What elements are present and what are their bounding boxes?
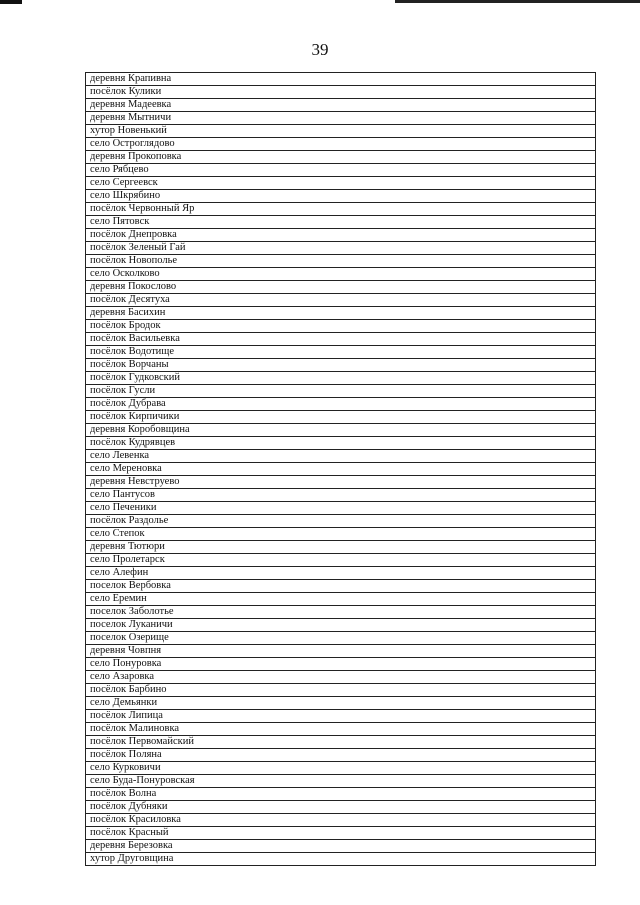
scan-mark: [395, 0, 640, 3]
table-row: [86, 294, 596, 307]
settlement-table-body: [86, 73, 596, 866]
table-row: [86, 476, 596, 489]
table-row: [86, 138, 596, 151]
settlement-name-cell: поселок Вербовка: [86, 580, 596, 593]
settlement-name-cell: деревня Покослово: [86, 281, 596, 294]
table-row: [86, 86, 596, 99]
settlement-name-cell: село Шкрябино: [86, 190, 596, 203]
settlement-name-cell: посёлок Дубняки: [86, 801, 596, 814]
table-row: [86, 463, 596, 476]
settlement-name-cell: посёлок Новополье: [86, 255, 596, 268]
table-row: [86, 372, 596, 385]
table-row: [86, 606, 596, 619]
table-row: [86, 528, 596, 541]
table-row: [86, 684, 596, 697]
table-row: [86, 99, 596, 112]
table-row: [86, 723, 596, 736]
table-row: [86, 814, 596, 827]
settlement-name-cell: посёлок Волна: [86, 788, 596, 801]
settlement-name-cell: поселок Луканичи: [86, 619, 596, 632]
table-row: [86, 697, 596, 710]
settlement-name-cell: посёлок Дубрава: [86, 398, 596, 411]
table-row: [86, 580, 596, 593]
settlement-name-cell: село Остроглядово: [86, 138, 596, 151]
table-row: [86, 177, 596, 190]
table-row: [86, 658, 596, 671]
settlement-name-cell: посёлок Красный: [86, 827, 596, 840]
table-row: [86, 489, 596, 502]
settlement-name-cell: посёлок Гудковский: [86, 372, 596, 385]
settlement-name-cell: деревня Мадеевка: [86, 99, 596, 112]
settlement-name-cell: село Сергеевск: [86, 177, 596, 190]
table-row: [86, 385, 596, 398]
table-row: [86, 216, 596, 229]
settlement-name-cell: село Левенка: [86, 450, 596, 463]
table-row: [86, 203, 596, 216]
settlement-name-cell: село Мереновка: [86, 463, 596, 476]
settlement-name-cell: поселок Озерище: [86, 632, 596, 645]
table-row: [86, 554, 596, 567]
settlement-name-cell: посёлок Гусли: [86, 385, 596, 398]
settlement-name-cell: посёлок Поляна: [86, 749, 596, 762]
table-row: [86, 827, 596, 840]
table-row: [86, 151, 596, 164]
settlement-name-cell: посёлок Малиновка: [86, 723, 596, 736]
settlement-name-cell: деревня Невструево: [86, 476, 596, 489]
settlement-name-cell: село Буда-Понуровская: [86, 775, 596, 788]
settlement-name-cell: деревня Мытничи: [86, 112, 596, 125]
table-row: [86, 333, 596, 346]
settlement-name-cell: деревня Човпня: [86, 645, 596, 658]
table-row: [86, 853, 596, 866]
table-row: [86, 515, 596, 528]
table-row: [86, 567, 596, 580]
table-row: [86, 710, 596, 723]
settlement-name-cell: село Курковичи: [86, 762, 596, 775]
settlement-name-cell: село Пантусов: [86, 489, 596, 502]
table-row: [86, 424, 596, 437]
page-number: 39: [311, 40, 329, 59]
table-row: [86, 801, 596, 814]
table-row: [86, 229, 596, 242]
settlement-name-cell: посёлок Липица: [86, 710, 596, 723]
table-row: [86, 437, 596, 450]
table-row: [86, 268, 596, 281]
table-row: [86, 255, 596, 268]
settlement-name-cell: хутор Друговщина: [86, 853, 596, 866]
settlement-name-cell: поселок Заболотье: [86, 606, 596, 619]
settlement-name-cell: село Еремин: [86, 593, 596, 606]
settlement-name-cell: деревня Прокоповка: [86, 151, 596, 164]
table-row: [86, 619, 596, 632]
settlement-name-cell: хутор Новенький: [86, 125, 596, 138]
settlement-name-cell: посёлок Первомайский: [86, 736, 596, 749]
table-row: [86, 645, 596, 658]
settlement-name-cell: посёлок Бродок: [86, 320, 596, 333]
settlement-name-cell: село Пятовск: [86, 216, 596, 229]
settlement-name-cell: посёлок Васильевка: [86, 333, 596, 346]
table-row: [86, 450, 596, 463]
table-row: [86, 593, 596, 606]
settlement-name-cell: село Рябцево: [86, 164, 596, 177]
table-row: [86, 359, 596, 372]
table-row: [86, 502, 596, 515]
table-row: [86, 736, 596, 749]
settlement-name-cell: посёлок Кирпичики: [86, 411, 596, 424]
table-row: [86, 346, 596, 359]
table-row: [86, 281, 596, 294]
settlement-name-cell: посёлок Ворчаны: [86, 359, 596, 372]
settlement-name-cell: деревня Березовка: [86, 840, 596, 853]
settlement-name-cell: посёлок Кулики: [86, 86, 596, 99]
settlement-name-cell: посёлок Кудрявцев: [86, 437, 596, 450]
settlement-name-cell: село Демьянки: [86, 697, 596, 710]
settlement-name-cell: село Понуровка: [86, 658, 596, 671]
settlement-table: [85, 72, 596, 866]
settlement-name-cell: село Азаровка: [86, 671, 596, 684]
settlement-name-cell: село Пролетарск: [86, 554, 596, 567]
table-row: [86, 307, 596, 320]
settlement-name-cell: село Осколково: [86, 268, 596, 281]
table-row: [86, 749, 596, 762]
table-row: [86, 125, 596, 138]
table-row: [86, 73, 596, 86]
settlement-name-cell: посёлок Червонный Яр: [86, 203, 596, 216]
settlement-name-cell: село Степок: [86, 528, 596, 541]
settlement-name-cell: посёлок Барбино: [86, 684, 596, 697]
settlement-name-cell: посёлок Красиловка: [86, 814, 596, 827]
table-row: [86, 398, 596, 411]
table-row: [86, 788, 596, 801]
table-row: [86, 112, 596, 125]
settlement-name-cell: посёлок Десятуха: [86, 294, 596, 307]
settlement-name-cell: посёлок Водотище: [86, 346, 596, 359]
table-row: [86, 671, 596, 684]
settlement-name-cell: деревня Коробовщина: [86, 424, 596, 437]
table-row: [86, 320, 596, 333]
settlement-name-cell: посёлок Зеленый Гай: [86, 242, 596, 255]
settlement-name-cell: деревня Крапивна: [86, 73, 596, 86]
settlement-name-cell: село Алефин: [86, 567, 596, 580]
table-row: [86, 541, 596, 554]
table-row: [86, 840, 596, 853]
scan-mark: [0, 0, 22, 4]
table-row: [86, 775, 596, 788]
table-row: [86, 762, 596, 775]
settlement-name-cell: посёлок Днепровка: [86, 229, 596, 242]
table-row: [86, 242, 596, 255]
settlement-name-cell: деревня Тютюри: [86, 541, 596, 554]
settlement-name-cell: деревня Басихин: [86, 307, 596, 320]
settlement-name-cell: посёлок Раздолье: [86, 515, 596, 528]
settlement-name-cell: село Печеники: [86, 502, 596, 515]
table-row: [86, 632, 596, 645]
table-row: [86, 164, 596, 177]
table-row: [86, 190, 596, 203]
table-row: [86, 411, 596, 424]
